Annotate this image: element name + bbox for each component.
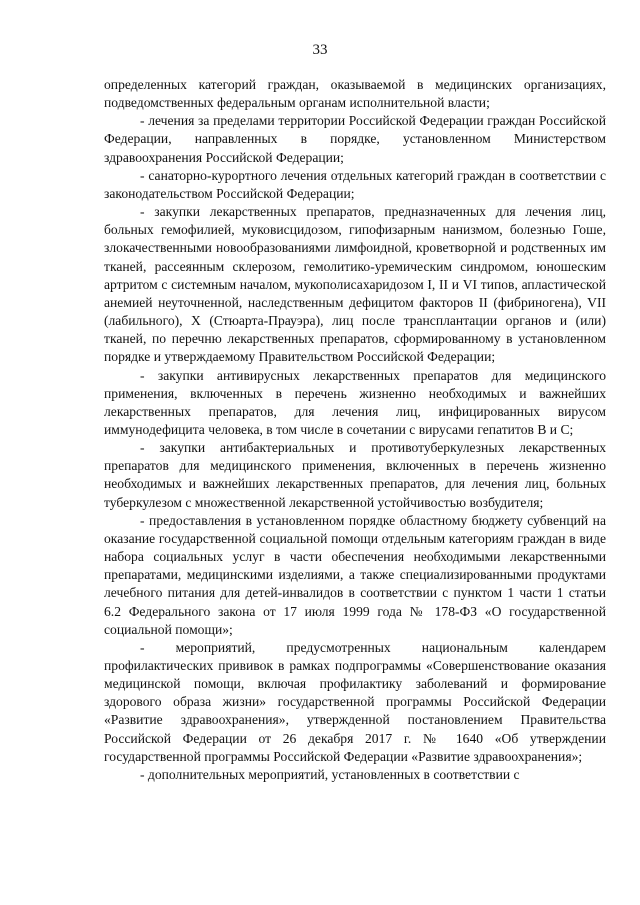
- paragraph-vaccination-calendar: - мероприятий, предусмотренных национальным календарем профилактических прививок в рамках подпрограммы «Совершенствование оказания медицинской помощи, включая профилактику заболеваний и формирование здорового образа жизни» государственной программы Российской Федерации «Развитие здравоохранения», утвержденной постановлением Правительства Российской Федерации от 26 декабря 2017 г. № 1640 «Об утверждении государственной программы Российской Федерации «Развитие здравоохранения»;: [104, 639, 606, 764]
- paragraph-antiviral-drugs: - закупки антивирусных лекарственных препаратов для медицинского применения, включенных в перечень жизненно необходимых и важнейших лекарственных препаратов, для лечения лиц, инфицированных вирусом иммунодефицита человека, в том числе в сочетании с вирусами гепатитов В и С;: [104, 367, 606, 437]
- paragraph-antibacterial-drugs: - закупки антибактериальных и противотуберкулезных лекарственных препаратов для медицинского применения, включенных в перечень жизненно необходимых и важнейших лекарственных препаратов, для лечения лиц, больных туберкулезом с множественной лекарственной устойчивостью возбудителя;: [104, 440, 606, 510]
- paragraph-drug-procurement-rare-diseases: - закупки лекарственных препаратов, предназначенных для лечения лиц, больных гемофилией, муковисцидозом, гипофизарным нанизмом, болезнью Гоше, злокачественными новообразованиями лимфоидной, кроветворной и родственных им тканей, рассеянным склерозом, гемолитико-уремическим синдромом, юношеским артритом с системным началом, мукополисахаридозом I, II и VI типов, апластической анемией неуточненной, наследственным дефицитом факторов II (фибриногена), VII (лабильного), X (Стюарта-Прауэра), лиц после трансплантации органов и (или) тканей, по перечню лекарственных препаратов, сформированному в установленном порядке и утверждаемому Правительством Российской Федерации;: [104, 204, 606, 365]
- paragraph-subventions: - предоставления в установленном порядке областному бюджету субвенций на оказание государственной социальной помощи отдельным категориям граждан в виде набора социальных услуг в части обеспечения необходимыми лекарственными препаратами, медицинскими изделиями, а также специализированными продуктами лечебного питания для детей-инвалидов в соответствии с пунктом 1 части 1 статьи 6.2 Федерального закона от 17 июля 1999 года № 178-ФЗ «О государственной социальной помощи»;: [104, 512, 606, 637]
- paragraph-treatment-abroad: - лечения за пределами территории Российской Федерации граждан Российской Федерации, направленных в порядке, установленном Министерством здравоохранения Российской Федерации;: [104, 113, 606, 165]
- paragraph-continuation: определенных категорий граждан, оказываемой в медицинских организациях, подведомственных федеральным органам исполнительной власти;: [104, 77, 606, 111]
- paragraph-additional-measures: - дополнительных мероприятий, установленных в соответствии с: [140, 766, 520, 782]
- paragraph-sanatorium-treatment: - санаторно-курортного лечения отдельных категорий граждан в соответствии с законодательством Российской Федерации;: [104, 167, 606, 201]
- document-body: [104, 76, 606, 784]
- page-number: 33: [312, 42, 328, 58]
